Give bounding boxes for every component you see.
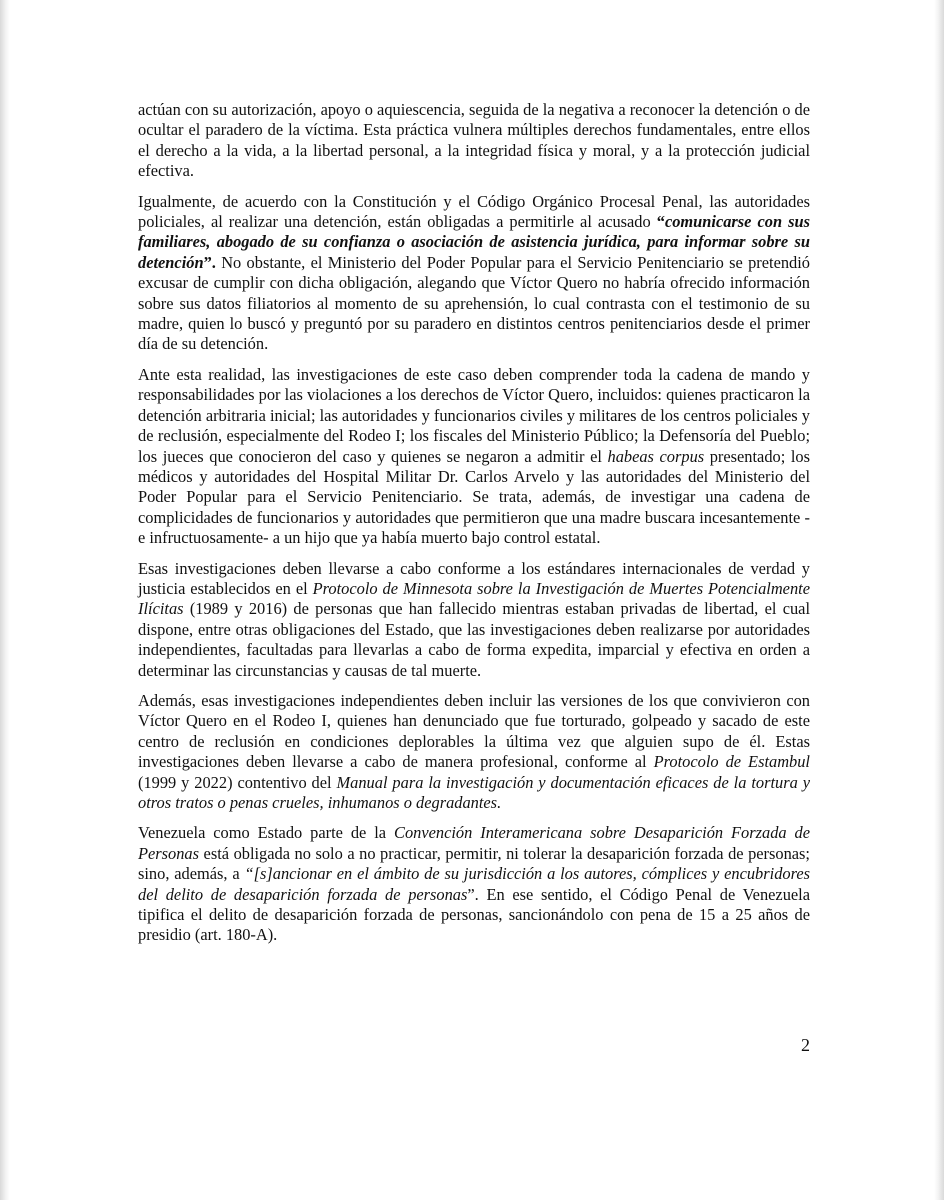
- text-run: Protocolo de Minnesota sobre la Investigación de Muertes Potencialmente Ilícitas: [138, 578, 810, 619]
- paragraph-4: [138, 559, 810, 681]
- text-run: No obstante, el Ministerio del Poder Popular para el Servicio Penitenciario se pretendió excusar de cumplir con dicha obligación, alegando que Víctor Quero no habría ofrecido información sobre sus datos filiatorios al momento de su aprehensión, lo cual contrasta con el testimonio de su madre, quien lo buscó y preguntó por su paradero en distintos centros penitenciarios desde el primer día de su detención.: [138, 252, 810, 354]
- text-run: Protocolo de Estambul: [653, 752, 810, 772]
- text-run: Además, esas investigaciones independientes deben incluir las versiones de los que convivieron con Víctor Quero en el Rodeo I, quienes han denunciado que fue torturado, golpeado y sacado de este centro de reclusión en condiciones deplorables la última vez que alguien supo de él. Estas investigaciones deben llevarse a cabo de manera profesional, conforme al: [138, 690, 810, 772]
- text-run: ”. En ese sentido, el Código Penal de Venezuela tipifica el delito de desaparición forzada de personas, sancionándolo con pena de 15 a 25 años de presidio (art. 180-A).: [138, 884, 810, 945]
- paragraph-1: [138, 100, 810, 182]
- document-body: [138, 100, 810, 956]
- paragraph-2: [138, 192, 810, 355]
- text-run: Manual para la investigación y documentación eficaces de la tortura y otros tratos o penas crueles, inhumanos o degradantes.: [138, 772, 810, 812]
- page-frame-left-edge: [0, 0, 10, 1200]
- text-run: “: [656, 212, 665, 232]
- page-number: 2: [801, 1035, 810, 1055]
- text-run: comunicarse con sus familiares, abogado de su confianza o asociación de asistencia jurídica, para informar sobre su detención: [138, 212, 810, 272]
- text-run: Ante esta realidad, las investigaciones de este caso deben comprender toda la cadena de mando y responsabilidades por las violaciones a los derechos de Víctor Quero, incluidos: quienes practicaron la detención arbitraria inicial; las autoridades y funcionarios civiles y militares de los centros policiales y de reclusión, especialmente del Rodeo I; los fiscales del Ministerio Público; la Defensoría del Pueblo; los jueces que conocieron del caso y quienes se negaron a admitir el: [138, 364, 810, 466]
- text-run: “[s]ancionar en el ámbito de su jurisdicción a los autores, cómplices y encubridores del delito de desaparición forzada de personas: [138, 864, 811, 904]
- paragraph-3: [138, 365, 810, 549]
- page-frame-right-edge: [934, 0, 944, 1200]
- paragraph-6: [138, 823, 810, 945]
- text-run: habeas corpus: [607, 446, 705, 466]
- text-run: ”.: [203, 252, 216, 272]
- text-run: Esas investigaciones deben llevarse a cabo conforme a los estándares internacionales de verdad y justicia establecidos en el: [138, 558, 810, 598]
- text-run: actúan con su autorización, apoyo o aquiescencia, seguida de la negativa a reconocer la detención o de ocultar el paradero de la víctima. Esta práctica vulnera múltiples derechos fundamentales, entre ellos el derecho a la vida, a la libertad personal, a la integridad física y moral, y a la protección judicial efectiva.: [138, 100, 810, 181]
- text-run: (1989 y 2016) de personas que han fallecido mientras estaban privadas de libertad, el cual dispone, entre otras obligaciones del Estado, que las investigaciones deben realizarse por autoridades independientes, facultadas para llevarlas a cabo de forma expedita, imparcial y efectiva en orden a determinar las circunstancias y causas de tal muerte.: [138, 599, 810, 680]
- text-run: Igualmente, de acuerdo con la Constitución y el Código Orgánico Procesal Penal, las autoridades policiales, al realizar una detención, están obligadas a permitirle al acusado: [138, 191, 810, 232]
- text-run: Convención Interamericana sobre Desaparición Forzada de Personas: [138, 823, 810, 863]
- text-run: está obligada no solo a no practicar, permitir, ni tolerar la desaparición forzada de personas; sino, además, a: [138, 843, 810, 884]
- text-run: (1999 y 2022) contentivo del: [138, 772, 337, 792]
- paragraph-5: [138, 691, 810, 813]
- text-run: presentado; los médicos y autoridades del Hospital Militar Dr. Carlos Arvelo y las autoridades del Ministerio del Poder Popular para el Servicio Penitenciario. Se trata, además, de investigar una cadena de complicidades de funcionarios y autoridades que permitieron que una madre buscara incesantemente -e infructuosamente- a un hijo que ya había muerto bajo control estatal.: [138, 446, 810, 548]
- text-run: Venezuela como Estado parte de la: [138, 823, 395, 843]
